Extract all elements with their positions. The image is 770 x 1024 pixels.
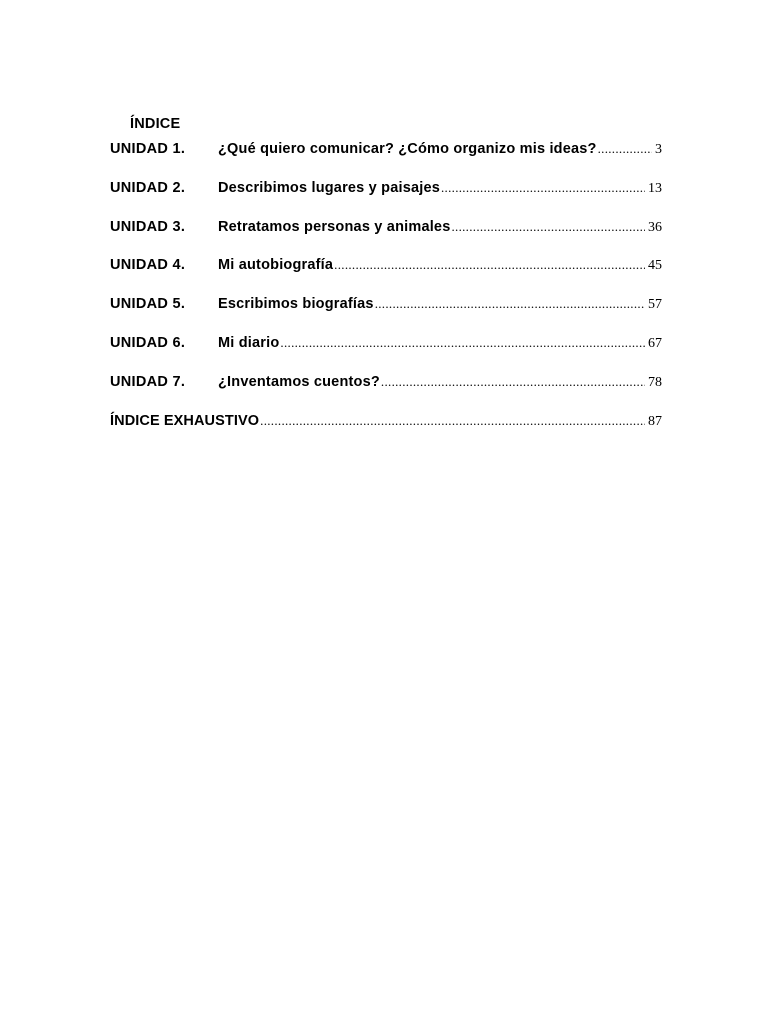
- toc-entry-unit-6: [110, 335, 662, 374]
- toc-entry-unit-4: [110, 257, 662, 296]
- page-number: 87: [648, 413, 662, 429]
- toc-entry-unit-2: [110, 180, 662, 219]
- entry-title: Escribimos biografías: [218, 296, 374, 313]
- unit-label: UNIDAD 3.: [110, 218, 186, 235]
- unit-label: UNIDAD 6.: [110, 334, 186, 351]
- unit-label: UNIDAD 2.: [110, 179, 186, 196]
- page-number: 67: [648, 335, 662, 351]
- entry-title: ¿Qué quiero comunicar? ¿Cómo organizo mis ideas?: [218, 141, 597, 157]
- dot-leader: [375, 296, 645, 312]
- unit-label: UNIDAD 1.: [110, 141, 186, 157]
- dot-leader: [451, 219, 645, 235]
- toc-entry-unit-7: [110, 374, 662, 413]
- unit-label: UNIDAD 4.: [110, 257, 186, 274]
- page-number: 3: [655, 142, 662, 157]
- page-number: 13: [648, 180, 662, 196]
- dot-leader: [260, 413, 645, 429]
- unit-label: UNIDAD 7.: [110, 373, 186, 390]
- toc-heading: ÍNDICE: [130, 116, 181, 132]
- dot-leader: [280, 335, 645, 351]
- entry-title: ¿Inventamos cuentos?: [218, 373, 380, 390]
- entry-title: Describimos lugares y paisajes: [218, 179, 440, 196]
- entry-title: Mi diario: [218, 334, 280, 351]
- dot-leader: [598, 141, 652, 157]
- page-number: 57: [648, 297, 662, 313]
- dot-leader: [334, 257, 645, 273]
- table-of-contents: [110, 141, 662, 451]
- toc-entry-exhaustive-index: [110, 413, 662, 452]
- entry-title: ÍNDICE EXHAUSTIVO: [110, 412, 260, 429]
- entry-title: Mi autobiografía: [218, 257, 334, 274]
- unit-label: UNIDAD 5.: [110, 296, 186, 313]
- dot-leader: [381, 374, 645, 390]
- dot-leader: [441, 180, 645, 196]
- entry-title: Retratamos personas y animales: [218, 218, 451, 235]
- page-number: 45: [648, 258, 662, 274]
- toc-entry-unit-5: [110, 296, 662, 335]
- toc-entry-unit-1: [110, 141, 662, 180]
- page-number: 78: [648, 374, 662, 390]
- page-number: 36: [648, 219, 662, 235]
- toc-entry-unit-3: [110, 219, 662, 258]
